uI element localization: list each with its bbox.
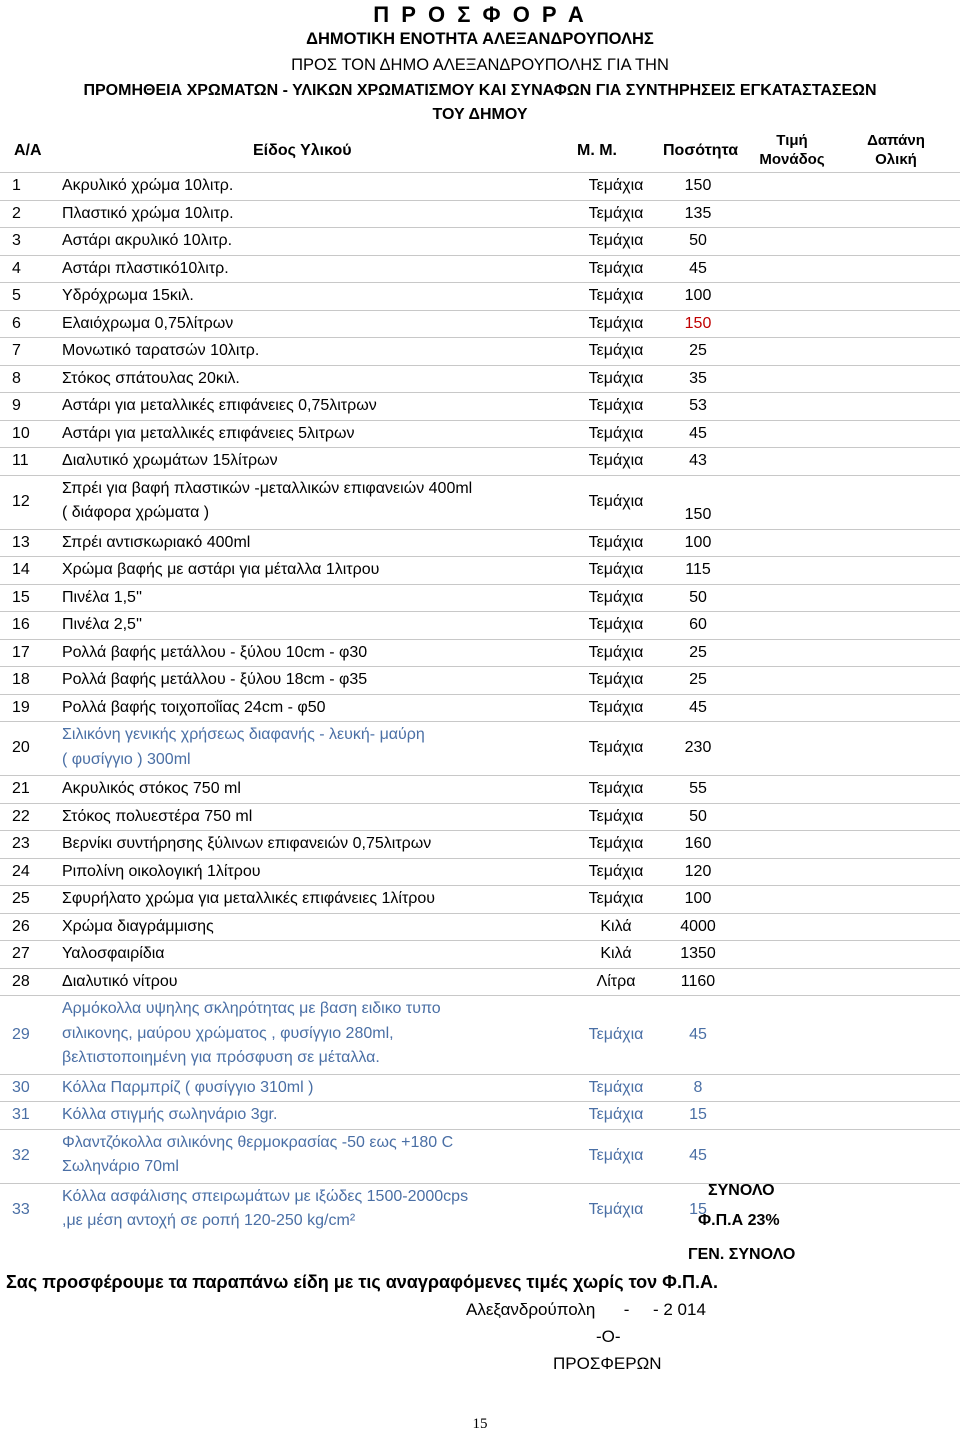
row-description: Κόλλα στιγμής σωληνάριο 3gr. [62,1106,278,1123]
row-quantity: 53 [689,397,707,414]
row-quantity: 50 [689,232,707,249]
total-header-line-2: Ολική [875,151,917,168]
total-label: ΣΥΝΟΛΟ [708,1182,775,1199]
row-description: Διαλυτικό νίτρου [62,972,178,990]
row-unit: Τεμάχια [588,698,644,716]
table-row [0,940,960,967]
table-row [0,1101,960,1128]
row-number: 22 [12,807,30,825]
row-description: Ακρυλικό χρώμα 10λιτρ. [62,177,234,194]
column-header-unit: Μ. Μ. [577,142,617,159]
table-row [0,365,960,392]
row-unit: Τεμάχια [588,232,644,249]
row-unit: Τεμάχια [588,807,644,825]
row-description: Ρολλά βαφής τοιχοποΐίας 24cm - φ50 [62,698,326,716]
row-unit: Τεμάχια [588,397,644,414]
row-description: ( φυσίγγιο ) 300ml [62,750,191,768]
row-number: 25 [12,890,30,907]
row-quantity: 1350 [680,945,716,962]
row-number: 13 [12,533,30,551]
row-quantity: 45 [689,259,707,277]
total-header-line-1: Δαπάνη [867,132,925,149]
table-row [0,447,960,474]
table-row [0,858,960,885]
grand-total-label: ΓΕΝ. ΣΥΝΟΛΟ [688,1246,796,1263]
row-quantity: 60 [689,616,707,633]
row-unit: Τεμάχια [588,342,644,359]
table-row [0,310,960,337]
row-quantity: 150 [684,314,712,332]
row-quantity: 4000 [680,917,716,935]
row-description: Στόκος σπάτουλας 20κιλ. [62,369,240,387]
table-row [0,666,960,693]
row-number: 26 [12,917,30,935]
row-quantity: 115 [685,561,711,578]
row-unit: Τεμάχια [588,452,644,469]
row-unit: Τεμάχια [588,780,644,797]
row-quantity: 100 [684,533,712,551]
row-number: 7 [12,342,21,359]
row-unit: Τεμάχια [588,424,644,442]
row-quantity: 8 [693,1078,703,1096]
row-description: Ακρυλικός στόκος 750 ml [62,780,241,797]
row-description: βελτιστοποιημένη για πρόσφυση σε μέταλλα. [62,1049,380,1066]
table-row [0,227,960,254]
row-number: 5 [12,287,21,304]
table-row [0,172,960,199]
row-description: Αρμόκολλα υψηλης σκληρότητας με βαση ειδικο τυπο [62,1000,441,1017]
row-description: Ρολλά βαφής μετάλλου - ξύλου 10cm - φ30 [62,643,368,661]
row-quantity: 50 [689,807,707,825]
row-unit: Τεμάχια [588,862,644,880]
row-description: σιλικονης, μαύρου χρώματος , φυσίγγιο 280ml, [62,1024,394,1042]
row-description: Ριπολίνη οικολογική 1λίτρου [62,862,261,880]
row-number: 4 [12,259,21,277]
row-quantity: 135 [684,204,712,222]
row-unit: Τεμάχια [588,1200,644,1218]
row-description: Υδρόχρωμα 15κιλ. [62,287,194,304]
table-row [0,995,960,1073]
row-description: Πινέλα 1,5'' [62,588,143,606]
row-quantity: 230 [684,739,712,757]
row-unit: Τεμάχια [588,314,644,332]
table-row [0,721,960,774]
row-quantity: 35 [689,369,707,387]
row-number: 9 [12,397,21,414]
row-number: 33 [12,1200,30,1218]
row-number: 30 [12,1078,30,1096]
row-number: 21 [12,780,30,797]
table-row [0,200,960,227]
row-description: Ελαιόχρωμα 0,75λίτρων [62,314,234,332]
header-line-3: ΠΡΟΜΗΘΕΙΑ ΧΡΩΜΑΤΩΝ - ΥΛΙΚΩΝ ΧΡΩΜΑΤΙΣΜΟΥ ΚΑΙ ΣΥΝΑΦΩΝ ΓΙΑ ΣΥΝΤΗΡΗΣΕΙΣ ΕΓΚΑΤΑΣΤΑΣΕΩΝ [83,82,877,99]
table-row [0,775,960,802]
row-unit: Τεμάχια [588,204,644,222]
row-quantity: 15 [689,1106,707,1123]
row-unit: Τεμάχια [588,259,644,277]
table-row [0,968,960,995]
row-quantity: 45 [689,1025,707,1043]
row-unit: Τεμάχια [588,588,644,606]
row-unit: Τεμάχια [588,1106,644,1123]
table-row [0,694,960,721]
row-quantity: 150 [684,177,712,194]
place-date: Αλεξανδρούπολη - - 2 014 [466,1300,706,1319]
row-unit: Τεμάχια [588,643,644,661]
row-unit: Τεμάχια [588,1078,644,1096]
column-header-total [854,131,938,169]
row-unit: Κιλά [600,917,632,935]
row-description: Πινέλα 2,5'' [62,616,143,633]
row-number: 29 [12,1025,30,1043]
row-number: 10 [12,424,30,442]
row-description: ,με μέση αντοχή σε ροπή 120-250 kg/cm² [62,1212,356,1229]
row-unit: Τεμάχια [588,492,644,510]
row-unit: Τεμάχια [588,739,644,757]
table-row [0,556,960,583]
row-number: 20 [12,739,30,757]
table-row [0,1074,960,1101]
header-line-2: ΠΡΟΣ ΤΟΝ ΔΗΜΟ ΑΛΕΞΑΝΔΡΟΥΠΟΛΗΣ ΓΙΑ ΤΗΝ [291,56,669,74]
table-row [0,392,960,419]
row-quantity: 15 [689,1200,707,1218]
row-unit: Τεμάχια [588,287,644,304]
column-header-unit-price [750,131,834,169]
header-line-4: ΤΟΥ ΔΗΜΟΥ [432,106,528,123]
row-unit: Τεμάχια [588,1025,644,1043]
row-number: 32 [12,1146,30,1164]
row-quantity: 45 [689,698,707,716]
row-number: 15 [12,588,30,606]
unit-price-header-line-1: Τιμή [776,132,808,149]
row-quantity: 120 [684,862,712,880]
unit-price-header-line-2: Μονάδος [759,151,825,168]
table-row [0,803,960,830]
table-row [0,420,960,447]
row-number: 27 [12,945,30,962]
row-description: Σπρέι για βαφή πλαστικών -μεταλλικών επιφανειών 400ml [62,479,473,497]
signature-label: ΠΡΟΣΦΕΡΩΝ [553,1354,662,1373]
table-row [0,913,960,940]
row-quantity: 100 [684,890,712,907]
row-unit: Κιλά [600,945,632,962]
row-description: Φλαντζόκολλα σιλικόνης θερμοκρασίας -50 εως +180 C [62,1133,454,1151]
row-quantity: 150 [684,506,712,523]
row-number: 17 [12,643,30,661]
row-description: Σφυρήλατο χρώμα για μεταλλικές επιφάνειες 1λίτρου [62,890,436,907]
row-unit: Τεμάχια [588,369,644,387]
table-row [0,337,960,364]
row-number: 14 [12,561,30,578]
row-description: Διαλυτικό χρωμάτων 15λίτρων [62,452,278,469]
row-quantity: 25 [689,671,707,688]
row-quantity: 1160 [680,972,716,990]
row-number: 28 [12,972,30,990]
column-header-num: Α/Α [14,142,42,159]
row-unit: Τεμάχια [588,177,644,194]
row-quantity: 50 [689,588,707,606]
table-row [0,639,960,666]
row-description: Αστάρι για μεταλλικές επιφάνειες 0,75λιτρων [62,397,377,414]
row-description: Βερνίκι συντήρησης ξύλινων επιφανειών 0,75λιτρων [62,835,432,852]
table-row [0,529,960,556]
row-unit: Τεμάχια [588,533,644,551]
row-number: 1 [12,177,21,194]
table-row [0,1129,960,1182]
row-quantity: 25 [689,342,707,359]
row-number: 16 [12,616,30,633]
page-number: 15 [472,1416,488,1432]
table-row [0,475,960,528]
header-line-1: ΔΗΜΟΤΙΚΗ ΕΝΟΤΗΤΑ ΑΛΕΞΑΝΔΡΟΥΠΟΛΗΣ [306,30,654,48]
row-description: Ρολλά βαφής μετάλλου - ξύλου 18cm - φ35 [62,671,368,688]
table-row [0,1183,960,1236]
table-row [0,885,960,912]
offer-statement: Σας προσφέρουμε τα παραπάνω είδη με τις αναγραφόμενες τιμές χωρίς τον Φ.Π.Α. [6,1272,718,1292]
table-row [0,830,960,857]
row-unit: Τεμάχια [588,616,644,633]
row-number: 19 [12,698,30,716]
table-row [0,584,960,611]
column-header-quantity: Ποσότητα [663,142,739,159]
row-number: 6 [12,314,21,332]
document-title: Π Ρ Ο Σ Φ Ο Ρ Α [373,2,587,27]
vat-label: Φ.Π.Α 23% [698,1212,780,1229]
table-row [0,611,960,638]
row-number: 24 [12,862,30,880]
row-description: ( διάφορα χρώματα ) [62,504,210,521]
row-quantity: 100 [684,287,712,304]
table-row [0,255,960,282]
row-quantity: 43 [689,452,707,469]
row-description: Αστάρι για μεταλλικές επιφάνειες 5λιτρων [62,424,355,442]
row-description: Σπρέι αντισκωριακό 400ml [62,533,251,551]
row-unit: Τεμάχια [588,671,644,688]
row-number: 23 [12,835,30,852]
row-number: 31 [12,1106,30,1123]
row-number: 3 [12,232,21,249]
signature-o: -Ο- [596,1327,621,1346]
row-description: Αστάρι πλαστικό10λιτρ. [62,259,229,277]
row-description: Στόκος πολυεστέρα 750 ml [62,807,253,825]
row-number: 12 [12,492,30,510]
row-number: 11 [12,452,29,469]
row-description: Μονωτικό ταρατσών 10λιτρ. [62,342,260,359]
row-quantity: 45 [689,1146,707,1164]
row-number: 8 [12,369,21,387]
row-description: Κόλλα Παρμπρίζ ( φυσίγγιο 310ml ) [62,1078,314,1096]
column-header-material: Είδος Υλικού [253,142,352,159]
row-quantity: 25 [689,643,707,661]
row-unit: Τεμάχια [588,835,644,852]
row-number: 2 [12,204,21,222]
row-unit: Τεμάχια [588,561,644,578]
row-unit: Τεμάχια [588,1146,644,1164]
row-quantity: 45 [689,424,707,442]
row-description: Πλαστικό χρώμα 10λιτρ. [62,204,234,222]
row-unit: Τεμάχια [588,890,644,907]
row-number: 18 [12,671,30,688]
table-row [0,282,960,309]
row-description: Χρώμα βαφής με αστάρι για μέταλλα 1λιτρου [62,561,380,578]
row-description: Σιλικόνη γενικής χρήσεως διαφανής - λευκή- μαύρη [62,726,425,743]
row-unit: Λίτρα [596,972,636,990]
row-description: Κόλλα ασφάλισης σπειρωμάτων με ιξώδες 1500-2000cps [62,1187,469,1205]
row-quantity: 55 [689,780,707,797]
row-quantity: 160 [684,835,712,852]
row-description: Αστάρι ακρυλικό 10λιτρ. [62,232,233,249]
row-description: Χρώμα διαγράμμισης [62,917,214,935]
row-description: Σωληνάριο 70ml [62,1158,179,1175]
row-description: Υαλοσφαιρίδια [62,945,165,962]
